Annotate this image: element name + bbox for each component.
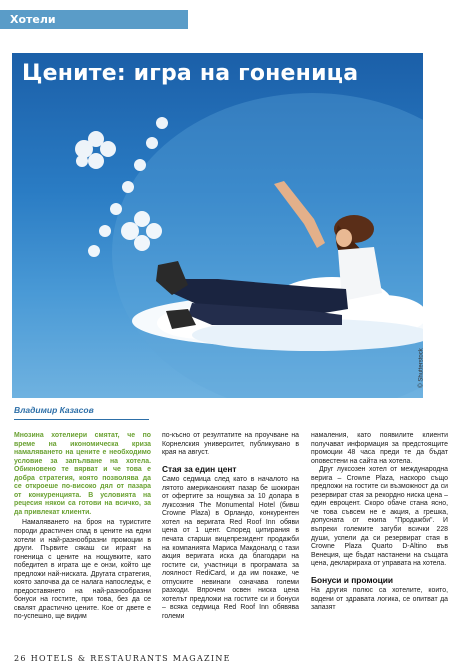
hero-illustration xyxy=(12,53,423,398)
body-paragraph: Друг луксозен хотел от международна верига – Crowne Plaza, наскоро също предложи на гостите си възможност да си резервират стая за рекордно ниска цена – един евроцент. Скоро обаче стана ясно, че това съвсем не е акция, а грешка, допусната от екипа "Продажби". И въпреки големите загуби всички 228 души, успели да си резервират стая в Crowne Plaza Quarto D-Altino във Венеция, ще бъдат настанени на същата цена, декларираха от управата на хотела. xyxy=(311,466,448,568)
author-name: Владимир Казасов xyxy=(14,405,94,415)
body-paragraph: Намаляването на броя на туристите породи драстичен спад в цените на едни хотели и най-разнообразни промоции в други. Първите сякаш си играят на гоненица с цените на нощувките, като победител в играта ще е онзи, който ще предложи най-ниската. Другата стратегия, която започва да се налага напоследък, е предоставянето на най-разнообразни бонуси на гостите, при това, без да се свалят драстично цените. Кое от двете е по-успешно, ще видим xyxy=(14,519,151,621)
section-label: Хотели xyxy=(10,13,56,26)
subheading: Бонуси и промоции xyxy=(311,574,394,585)
magazine-name: HOTELS & RESTAURANTS MAGAZINE xyxy=(30,654,231,663)
body-paragraph: по-късно от резултатите на проучване на Корнелския университет, публикувано в края на август. xyxy=(162,432,299,457)
column-2 xyxy=(162,432,299,621)
body-paragraph: На другия полюс са хотелите, които, водени от здравата логика, се опитват да запазят xyxy=(311,587,448,612)
page-footer xyxy=(14,654,231,663)
photo-credit: © Shutterstock xyxy=(418,348,425,388)
article-title: Цените: игра на гоненица xyxy=(22,61,359,86)
page-number: 26 xyxy=(14,654,27,663)
body-paragraph: намаления, като появилите клиенти получават информация за предстоящите промоции 48 часа преди те да бъдат оповестени на сайта на хотела. xyxy=(311,432,448,465)
lead-paragraph: Мнозина хотелиери смятат, че по време на икономическа криза намаляването на цените е необходимо условие за запълване на хотела. Обикновено те вярват и че това е добра стратегия, която позволява да се откроеше по-високо дял от пазара от конкуренцията. В условията на рецесия някои са готови на всичко, за да привлекат клиенти. xyxy=(14,432,151,516)
section-bar xyxy=(0,10,188,29)
subheading: Стая за един цент xyxy=(162,463,237,474)
body-paragraph: Само седмица след като в началото на лятото американският пазар бе шокиран от офертите за нощувка за 10 долара в луксозния The Monumental Hotel (бивш Crowne Plaza) в Орландо, конкурентен хотел на веригата Red Roof Inn обяви цена от 1 цент. Според цитирания в печата старши вицепрезидент продажби на компанията Мариса Макдоналд с тази акция веригата иска да благодари на гостите си, участници в програмата за лоялност RediCard, и да им покаже, че отпуските невинаги означава големи разходи. Впрочем освен ниска цена хотелът предложи на гостите си и бонуси – всяка седмица Red Roof Inn обявява големи xyxy=(162,476,299,620)
hero-image xyxy=(12,53,423,398)
column-1 xyxy=(14,432,151,622)
author-rule xyxy=(14,419,149,420)
column-3 xyxy=(311,432,448,613)
